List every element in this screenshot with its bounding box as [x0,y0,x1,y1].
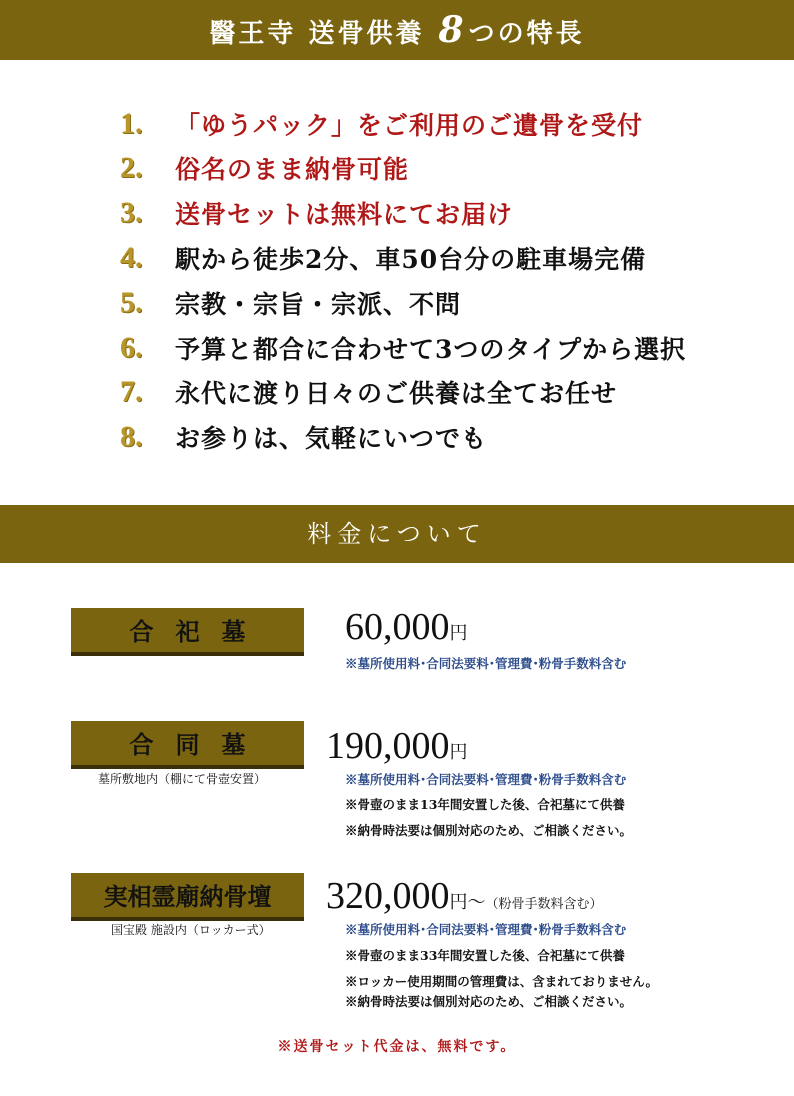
plan-note: ※骨壺のまま13年間安置した後、合祀墓にて供養 [345,797,625,812]
plan-note: ※骨壺のまま33年間安置した後、合祀墓にて供養 [345,948,625,963]
plan-price-suffix: （粉骨手数料含む） [485,896,603,911]
feature-text: 「ゆうパック」をご利用のご遺骨を受付 [175,111,644,140]
pricing-title: 料金について [307,520,487,548]
feature-text: 永代に渡り日々のご供養は全てお任せ [175,379,618,408]
footer-note: ※送骨セット代金は、無料です。 [277,1039,517,1055]
feature-item [120,417,487,457]
plan-price [326,724,468,768]
plan-price [345,605,468,649]
feature-text: お参りは、気軽にいつでも [175,424,488,453]
feature-item [120,238,646,278]
plan-note: ※墓所使用料･合同法要料･管理費･粉骨手数料含む [345,772,627,787]
plan-name-box: 合同墓 [71,721,304,769]
feature-number: 6. [120,331,143,364]
title-num: 8 [438,9,467,51]
header-band [0,0,794,60]
plan-note: ※墓所使用料･合同法要料･管理費･粉骨手数料含む [345,656,627,671]
feature-text: 送骨セットは無料にてお届け [175,200,514,229]
feature-text: 俗名のまま納骨可能 [175,155,410,184]
plan-price-value: 320,000 [326,875,450,917]
plan-price-value: 60,000 [345,606,450,648]
title-pre: 醫王寺 送骨供養 [209,19,437,49]
plan-price-value: 190,000 [326,725,450,767]
plan-location: 国宝殿 施設内（ロッカー式） [111,923,271,937]
feature-item [120,148,409,188]
feature-item [120,193,513,233]
feature-item [120,283,461,323]
feature-item [120,328,686,368]
feature-number: 5. [120,286,143,319]
plan-note: ※納骨時法要は個別対応のため、ご相談ください。 [345,823,633,838]
feature-number: 8. [120,420,143,453]
feature-text: 宗教・宗旨・宗派、不問 [175,290,462,319]
feature-text: 駅から徒歩2分、車50台分の駐車場完備 [175,245,647,274]
pricing-band [0,505,794,563]
title-post: つの特長 [468,19,585,49]
plan-price [326,874,603,918]
feature-text: 予算と都合に合わせて3つのタイプから選択 [175,335,687,364]
plan-location: 墓所敷地内（棚にて骨壺安置） [98,772,267,786]
feature-item [120,104,643,144]
plan-price-yen: 円 [449,623,468,643]
feature-number: 1. [120,107,143,140]
plan-note: ※ロッカー使用期間の管理費は、含まれておりません。 [345,974,659,989]
feature-number: 7. [120,375,143,408]
plan-name-box: 実相霊廟納骨壇 [71,873,304,921]
feature-number: 2. [120,151,143,184]
plan-note: ※納骨時法要は個別対応のため、ご相談ください。 [345,994,633,1009]
plan-name-box: 合祀墓 [71,608,304,656]
feature-number: 3. [120,196,143,229]
plan-note: ※墓所使用料･合同法要料･管理費･粉骨手数料含む [345,922,627,937]
feature-number: 4. [120,241,143,274]
feature-item [120,372,617,412]
page-title [0,0,794,64]
plan-price-yen: 円～ [449,892,486,912]
plan-price-yen: 円 [449,742,468,762]
